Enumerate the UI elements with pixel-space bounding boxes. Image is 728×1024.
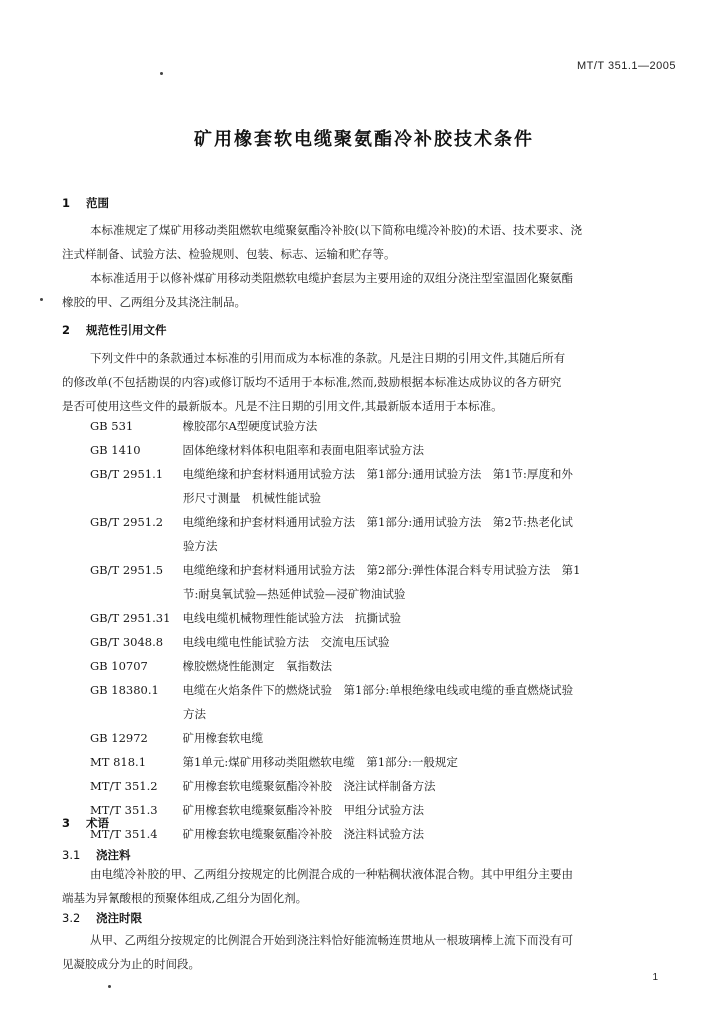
reference-item xyxy=(90,678,674,726)
reference-code: MT/T 351.4 xyxy=(90,827,158,841)
paragraph-line: 见凝胶成分为止的时间段。 xyxy=(62,957,200,971)
reference-title: 矿用橡套软电缆 xyxy=(182,731,263,745)
reference-code: GB/T 2951.1 xyxy=(90,467,164,481)
paragraph-line: 的修改单(不包括勘误的内容)或修订版均不适用于本标准,然而,鼓励根据本标准达成协议的各方研究 xyxy=(62,375,562,389)
paragraph-line: 从甲、乙两组分按规定的比例混合开始到浇注料恰好能流畅连贯地从一根玻璃棒上流下而没有可 xyxy=(90,933,573,947)
reference-item xyxy=(90,510,674,558)
reference-list xyxy=(90,414,674,846)
reference-code: GB 10707 xyxy=(90,659,148,673)
reference-title: 电线电缆电性能试验方法 交流电压试验 xyxy=(182,635,390,649)
reference-item xyxy=(90,798,674,822)
reference-item xyxy=(90,750,674,774)
reference-code: MT/T 351.2 xyxy=(90,779,158,793)
reference-title: 矿用橡套软电缆聚氨酯冷补胶 浇注试样制备方法 xyxy=(182,779,436,793)
term-3-2-body xyxy=(62,928,674,976)
reference-title: 橡胶邵尔A型硬度试验方法 xyxy=(182,419,318,433)
section-number: 3 xyxy=(62,816,71,830)
section-2-body xyxy=(62,346,674,418)
section-1-heading xyxy=(62,195,109,211)
reference-title: 固体绝缘材料体积电阻率和表面电阻率试验方法 xyxy=(182,443,424,457)
reference-title: 电缆绝缘和护套材料通用试验方法 第2部分:弹性体混合料专用试验方法 第1 xyxy=(182,563,581,577)
reference-item xyxy=(90,606,674,630)
reference-item xyxy=(90,630,674,654)
reference-title: 电缆在火焰条件下的燃烧试验 第1部分:单根绝缘电线或电缆的垂直燃烧试验 xyxy=(182,683,574,697)
term-title: 浇注料 xyxy=(96,848,131,862)
section-2-heading xyxy=(62,322,167,338)
reference-code: GB/T 2951.31 xyxy=(90,611,171,625)
section-number: 1 xyxy=(62,196,71,210)
paragraph-line: 端基为异氰酸根的预聚体组成,乙组分为固化剂。 xyxy=(62,891,308,905)
scan-speck xyxy=(160,72,163,75)
paragraph-line: 下列文件中的条款通过本标准的引用而成为本标准的条款。凡是注日期的引用文件,其随后所有 xyxy=(90,351,566,365)
term-3-1-body xyxy=(62,862,674,910)
reference-code: MT 818.1 xyxy=(90,755,147,769)
section-title: 范围 xyxy=(86,196,109,210)
reference-continuation: 节:耐臭氧试验—热延伸试验—浸矿物油试验 xyxy=(183,587,406,601)
reference-item xyxy=(90,774,674,798)
reference-title: 电缆绝缘和护套材料通用试验方法 第1部分:通用试验方法 第2节:热老化试 xyxy=(182,515,573,529)
reference-code: GB 1410 xyxy=(90,443,141,457)
reference-title: 矿用橡套软电缆聚氨酯冷补胶 浇注料试验方法 xyxy=(182,827,424,841)
section-number: 2 xyxy=(62,323,71,337)
reference-title: 第1单元:煤矿用移动类阻燃软电缆 第1部分:一般规定 xyxy=(182,755,458,769)
document-title: 矿用橡套软电缆聚氨酯冷补胶技术条件 xyxy=(194,129,534,150)
section-title: 规范性引用文件 xyxy=(86,323,167,337)
standard-code: MT/T 351.1—2005 xyxy=(576,60,676,72)
paragraph-line: 橡胶的甲、乙两组分及其浇注制品。 xyxy=(62,295,246,309)
section-title: 术语 xyxy=(86,816,109,830)
reference-title: 电线电缆机械物理性能试验方法 抗撕试验 xyxy=(182,611,401,625)
section-3-heading xyxy=(62,815,109,831)
reference-item xyxy=(90,726,674,750)
reference-code: GB 18380.1 xyxy=(90,683,159,697)
section-1-body xyxy=(62,218,674,314)
reference-code: GB/T 2951.2 xyxy=(90,515,164,529)
reference-item xyxy=(90,414,674,438)
reference-title: 橡胶燃烧性能测定 氧指数法 xyxy=(182,659,332,673)
reference-code: MT/T 351.3 xyxy=(90,803,158,817)
reference-code: GB/T 2951.5 xyxy=(90,563,164,577)
term-number: 3.1 xyxy=(62,848,81,862)
reference-item xyxy=(90,438,674,462)
reference-title: 矿用橡套软电缆聚氨酯冷补胶 甲组分试验方法 xyxy=(182,803,424,817)
paragraph-line: 本标准规定了煤矿用移动类阻燃软电缆聚氨酯冷补胶(以下简称电缆冷补胶)的术语、技术要求、浇 xyxy=(90,223,582,237)
reference-continuation: 形尺寸测量 机械性能试验 xyxy=(183,491,321,505)
paragraph-line: 由电缆冷补胶的甲、乙两组分按规定的比例混合成的一种粘稠状液体混合物。其中甲组分主要由 xyxy=(90,867,573,881)
term-3-1-heading xyxy=(62,847,131,863)
paragraph-line: 注式样制备、试验方法、检验规则、包装、标志、运输和贮存等。 xyxy=(62,247,396,261)
reference-continuation: 方法 xyxy=(183,707,206,721)
reference-code: GB 12972 xyxy=(90,731,148,745)
term-3-2-heading xyxy=(62,910,142,926)
reference-continuation: 验方法 xyxy=(183,539,218,553)
scan-speck xyxy=(108,985,111,988)
reference-item xyxy=(90,462,674,510)
reference-item xyxy=(90,654,674,678)
paragraph-line: 是否可使用这些文件的最新版本。凡是不注日期的引用文件,其最新版本适用于本标准。 xyxy=(62,399,503,413)
reference-code: GB 531 xyxy=(90,419,134,433)
reference-title: 电缆绝缘和护套材料通用试验方法 第1部分:通用试验方法 第1节:厚度和外 xyxy=(182,467,573,481)
reference-item xyxy=(90,822,674,846)
page-number: 1 xyxy=(652,972,658,983)
reference-item xyxy=(90,558,674,606)
term-number: 3.2 xyxy=(62,911,81,925)
term-title: 浇注时限 xyxy=(96,911,142,925)
reference-code: GB/T 3048.8 xyxy=(90,635,164,649)
scan-speck xyxy=(40,298,43,301)
paragraph-line: 本标准适用于以修补煤矿用移动类阻燃软电缆护套层为主要用途的双组分浇注型室温固化聚氨酯 xyxy=(90,271,573,285)
